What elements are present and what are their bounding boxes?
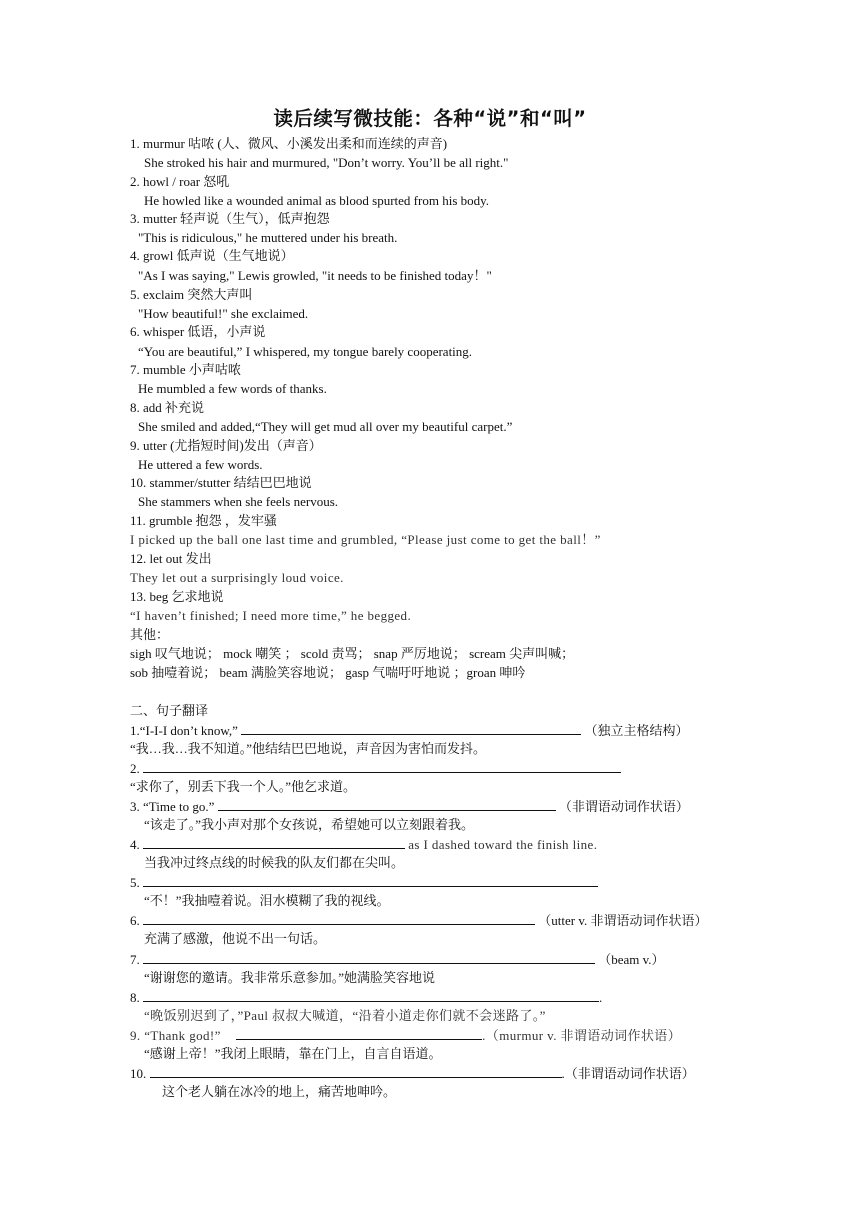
translation-chinese: 这个老人躺在冰冷的地上，痛苦地呻吟。 [162, 1084, 397, 1099]
prompt-prefix: 8. [130, 990, 140, 1005]
prompt-prefix: 1.“I-I-I don’t know,” [130, 723, 238, 738]
prompt-prefix: 5. [130, 875, 140, 890]
answer-blank[interactable] [150, 1065, 562, 1078]
translation-prompt [130, 760, 621, 777]
vocab-item-example: They let out a surprisingly loud voice. [130, 570, 344, 585]
translation-prompt [130, 989, 602, 1006]
answer-blank[interactable] [143, 989, 599, 1002]
prompt-hint: （utter v. 非谓语动词作状语） [538, 913, 708, 928]
prompt-hint: . [599, 990, 603, 1005]
vocab-item-head: 13. beg 乞求地说 [130, 589, 224, 604]
vocab-item-head: 9. utter (尤指短时间)发出（声音） [130, 438, 322, 453]
prompt-prefix: 4. [130, 837, 140, 852]
section-title: 二、句子翻译 [130, 703, 209, 718]
translation-prompt [130, 1065, 695, 1082]
translation-chinese: “晚饭别迟到了，”Paul 叔叔大喊道，“沿着小道走你们就不会迷路了。” [144, 1008, 546, 1023]
translation-prompt [130, 951, 665, 968]
prompt-hint: as I dashed toward the finish line. [408, 837, 598, 852]
answer-blank[interactable] [143, 951, 595, 964]
vocab-item-head: 7. mumble 小声咕哝 [130, 362, 241, 377]
translation-chinese: “不！”我抽噎着说。泪水模糊了我的视线。 [144, 893, 390, 908]
vocab-item-head: 5. exclaim 突然大声叫 [130, 287, 253, 302]
vocab-item-head: 1. murmur 咕哝 (人、微风、小溪发出柔和而连续的声音) [130, 136, 448, 151]
prompt-prefix: 7. [130, 952, 140, 967]
vocab-item-example: He mumbled a few words of thanks. [138, 381, 327, 396]
vocab-item-head: 10. stammer/stutter 结结巴巴地说 [130, 475, 312, 490]
vocab-item-head: 3. mutter 轻声说（生气），低声抱怨 [130, 211, 330, 226]
others-line: sob 抽噎着说； beam 满脸笑容地说； gasp 气喘吁吁地说 ；groan 呻吟 [130, 665, 526, 680]
vocab-item-head: 11. grumble 抱怨 ，发牢骚 [130, 513, 277, 528]
prompt-hint: .（非谓语动词作状语） [561, 1066, 695, 1081]
translation-chinese: “我…我…我不知道。”他结结巴巴地说，声音因为害怕而发抖。 [130, 741, 487, 756]
prompt-hint: .（murmur v. 非谓语动词作状语） [482, 1028, 682, 1043]
vocab-item-head: 6. whisper 低语，小声说 [130, 324, 266, 339]
vocab-item-example: She smiled and added,“They will get mud all over my beautiful carpet.” [138, 419, 513, 434]
prompt-prefix: 9. “Thank god!” [130, 1028, 221, 1043]
prompt-prefix: 6. [130, 913, 140, 928]
others-label: 其他： [130, 627, 170, 642]
others-line: sigh 叹气地说； mock 嘲笑 ； scold 责骂； snap 严厉地说； scream 尖声叫喊； [130, 646, 575, 661]
vocab-item-example: “You are beautiful,” I whispered, my tongue barely cooperating. [138, 344, 473, 359]
answer-blank[interactable] [143, 836, 405, 849]
prompt-prefix: 2. [130, 761, 140, 776]
vocab-item-example: He howled like a wounded animal as blood spurted from his body. [144, 193, 490, 208]
translation-chinese: “该走了。”我小声对那个女孩说，希望她可以立刻跟着我。 [144, 817, 475, 832]
vocab-item-example: "This is ridiculous," he muttered under his breath. [138, 230, 398, 245]
prompt-prefix: 10. [130, 1066, 147, 1081]
translation-prompt [130, 1027, 681, 1044]
vocab-item-example: "How beautiful!" she exclaimed. [138, 306, 309, 321]
prompt-hint: （非谓语动词作状语） [558, 799, 689, 814]
prompt-prefix: 3. “Time to go.” [130, 799, 215, 814]
prompt-hint: （独立主格结构） [584, 723, 689, 738]
vocab-item-head: 4. growl 低声说（生气地说） [130, 248, 294, 263]
answer-blank[interactable] [143, 912, 535, 925]
translation-chinese: 充满了感激，他说不出一句话。 [144, 931, 327, 946]
page-title: 读后续写微技能：各种“说”和“叫” [273, 107, 587, 130]
vocab-item-example: “I haven’t finished; I need more time,” he begged. [130, 608, 412, 623]
answer-blank[interactable] [218, 798, 556, 811]
vocab-item-head: 12. let out 发出 [130, 551, 212, 566]
prompt-hint: （beam v.） [598, 952, 665, 967]
answer-blank[interactable] [143, 874, 598, 887]
translation-prompt [130, 836, 597, 853]
translation-chinese: 当我冲过终点线的时候我的队友们都在尖叫。 [144, 855, 405, 870]
answer-blank[interactable] [236, 1027, 482, 1040]
translation-prompt [130, 798, 689, 815]
translation-prompt [130, 874, 598, 891]
translation-prompt [130, 722, 688, 739]
translation-chinese: “求你了，别丢下我一个人。”他乞求道。 [130, 779, 357, 794]
answer-blank[interactable] [241, 722, 581, 735]
answer-blank[interactable] [143, 760, 621, 773]
translation-chinese: “感谢上帝！”我闭上眼睛，靠在门上，自言自语道。 [144, 1046, 442, 1061]
vocab-item-head: 8. add 补充说 [130, 400, 205, 415]
translation-chinese: “谢谢您的邀请。我非常乐意参加。”她满脸笑容地说 [144, 970, 436, 985]
translation-prompt [130, 912, 707, 929]
vocab-item-head: 2. howl / roar 怒吼 [130, 174, 230, 189]
vocab-item-example: He uttered a few words. [138, 457, 263, 472]
vocab-item-example: "As I was saying," Lewis growled, "it needs to be finished today！" [138, 268, 492, 283]
vocab-item-example: I picked up the ball one last time and grumbled, “Please just come to get the ball！” [130, 532, 601, 547]
vocab-item-example: She stammers when she feels nervous. [138, 494, 339, 509]
vocab-item-example: She stroked his hair and murmured, "Don’t worry. You’ll be all right." [144, 155, 509, 170]
